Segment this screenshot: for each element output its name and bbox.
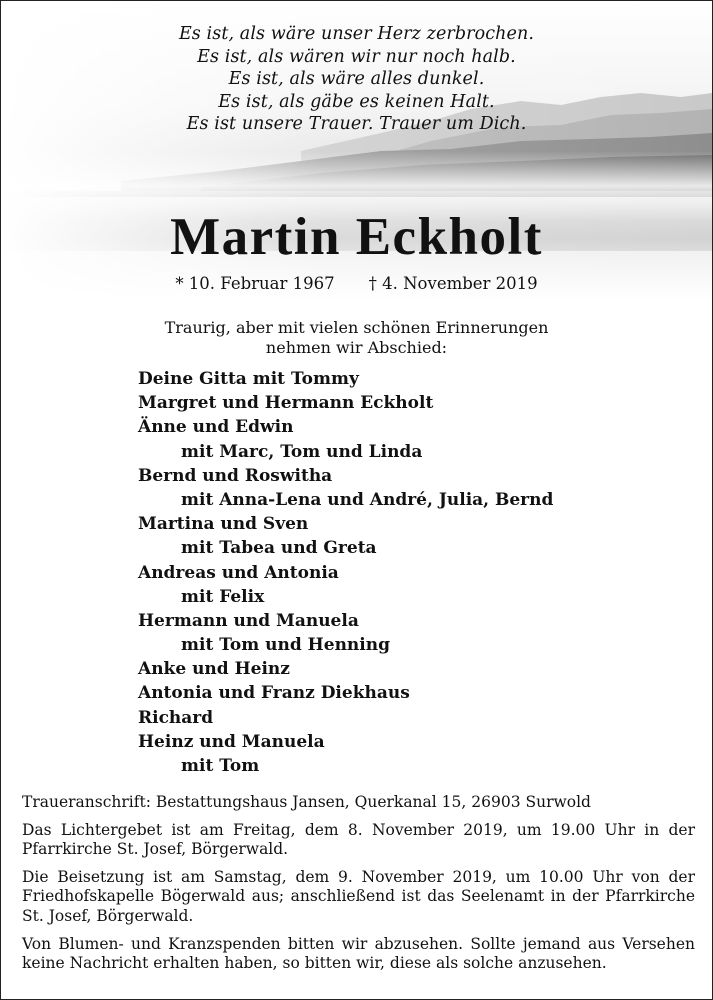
mourner-subline: mit Marc, Tom und Linda — [181, 441, 423, 462]
mourner-subline: mit Felix — [181, 586, 265, 607]
mourner-subline: mit Tom und Henning — [181, 635, 390, 656]
notice-footer — [22, 793, 695, 982]
poem — [1, 23, 712, 136]
mourner-line: Änne und Edwin — [138, 417, 294, 438]
intro-line: Traurig, aber mit vielen schönen Erinnerungen — [164, 318, 549, 337]
poem-line: Es ist, als wäre alles dunkel. — [228, 69, 485, 89]
birth-date: * 10. Februar 1967 — [175, 274, 335, 293]
mourner-subline: mit Tom — [181, 756, 260, 776]
mourners-list — [138, 367, 678, 778]
mourner-subline: mit Anna-Lena und André, Julia, Bernd — [181, 489, 554, 510]
mourner-line: Hermann und Manuela — [138, 610, 359, 631]
poem-line: Es ist, als gäbe es keinen Halt. — [218, 91, 495, 112]
prayer-info: Das Lichtergebet ist am Freitag, dem 8. November 2019, um 19.00 Uhr in der Pfarrkirche St. Josef, Börgerwald. — [22, 820, 695, 859]
flowers-note: Von Blumen- und Kranzspenden bitten wir abzusehen. Sollte jemand aus Versehen keine Nachricht erhalten haben, so bitten wir, diese als solche anzusehen. — [22, 934, 695, 973]
mourner-subline: mit Tabea und Greta — [181, 538, 377, 559]
deceased-name: Martin Eckholt — [170, 208, 543, 266]
farewell-intro — [1, 318, 712, 357]
mourner-line: Deine Gitta mit Tommy — [138, 369, 359, 389]
mourner-line: Bernd und Roswitha — [138, 465, 333, 486]
mourner-line: Anke und Heinz — [138, 659, 290, 680]
poem-line: Es ist, als wäre unser Herz zerbrochen. — [178, 24, 535, 44]
mourning-address: Traueranschrift: Bestattungshaus Jansen, Querkanal 15, 26903 Surwold — [22, 793, 591, 811]
poem-line: Es ist unsere Trauer. Trauer um Dich. — [186, 114, 527, 134]
death-date: † 4. November 2019 — [368, 274, 538, 293]
mourner-line: Heinz und Manuela — [138, 731, 325, 752]
mourner-line: Andreas und Antonia — [138, 562, 339, 583]
mourner-line: Richard — [138, 707, 214, 728]
poem-line: Es ist, als wären wir nur noch halb. — [197, 46, 516, 67]
funeral-info: Die Beisetzung ist am Samstag, dem 9. November 2019, um 10.00 Uhr von der Friedhofskapelle Bögerwald aus; anschließend ist das Seelenamt in der Pfarrkirche St. Josef, Börgerwald. — [22, 867, 695, 925]
mourner-line: Margret und Hermann Eckholt — [138, 393, 434, 414]
mourner-line: Antonia und Franz Diekhaus — [138, 683, 410, 704]
intro-line: nehmen wir Abschied: — [265, 337, 448, 357]
life-dates — [1, 272, 712, 296]
mourner-line: Martina und Sven — [138, 514, 309, 535]
